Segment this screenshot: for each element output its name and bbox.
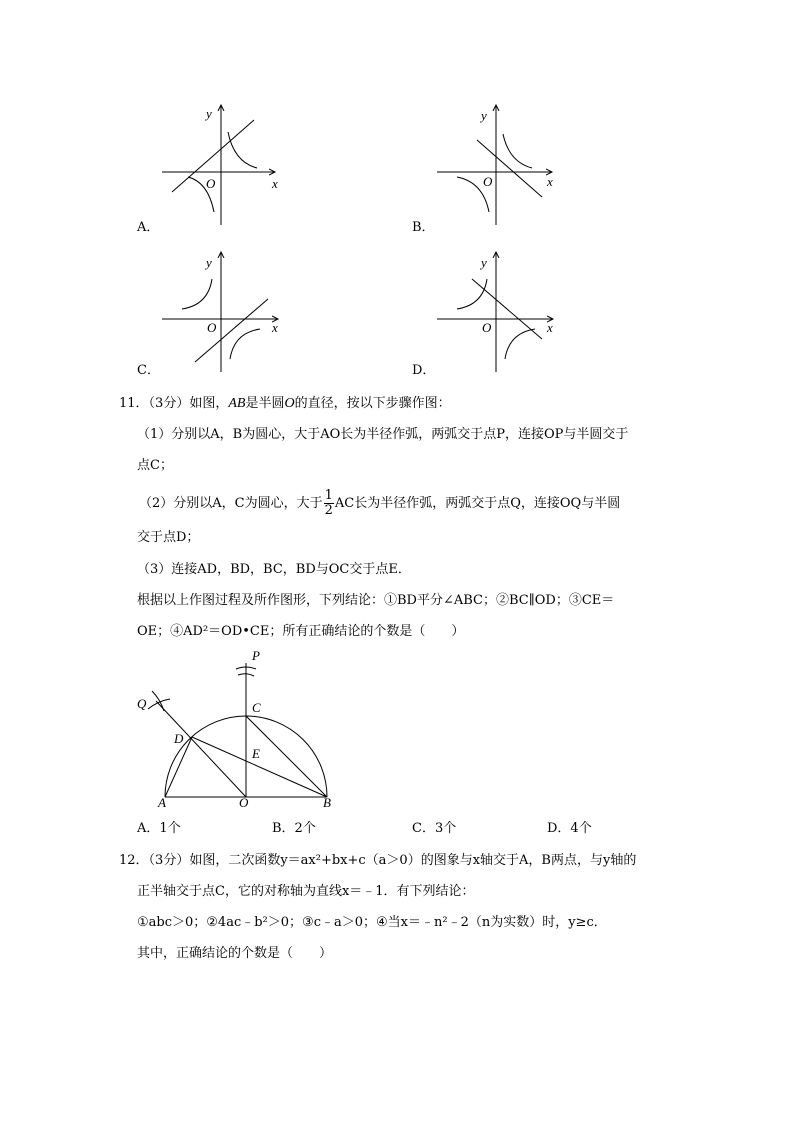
question-12-line4: 其中，正确结论的个数是（ ） xyxy=(137,946,333,961)
point-b-label: B xyxy=(323,795,331,810)
stem-ab: AB xyxy=(228,396,246,411)
point-q-label: Q xyxy=(137,696,147,711)
point-d-label: D xyxy=(174,731,184,746)
origin-label: O xyxy=(483,174,493,189)
semicircle-svg xyxy=(130,645,350,815)
axis-y-label: y xyxy=(481,255,487,270)
graph-c-svg xyxy=(150,247,300,382)
fraction-half xyxy=(324,489,334,518)
graph-curve-q4 xyxy=(230,329,260,359)
option-graph-a xyxy=(150,100,300,235)
stem-text: 如图， xyxy=(189,396,229,411)
question-12-line1 xyxy=(119,853,636,869)
point-a-label: A xyxy=(158,795,166,810)
question-number: 12． xyxy=(119,853,149,868)
point-o-label: O xyxy=(239,795,249,810)
graph-curve-q1 xyxy=(503,134,532,168)
question-11-stem xyxy=(119,396,451,412)
graph-curve-q2 xyxy=(182,279,212,309)
point-c-label: C xyxy=(252,700,261,715)
option-graph-b xyxy=(425,100,575,235)
axis-x-label: x xyxy=(547,174,553,189)
axis-x-label: x xyxy=(547,320,553,335)
q11-conclusion-line2: OE；④AD²＝OD•CE；所有正确结论的个数是（ ） xyxy=(137,624,465,639)
question-number: 11． xyxy=(119,396,149,411)
stem-text-3: 的直径，按以下步骤作图： xyxy=(294,396,451,411)
fraction-denominator: 2 xyxy=(324,503,333,518)
q11-step1-line1: （1）分别以A，B为圆心，大于AO长为半径作弧，两弧交于点P，连接OP与半圆交于 xyxy=(137,427,629,442)
question-12-line3: ①abc＞0；②4ac﹣b²＞0；③c﹣a＞0；④当x＝﹣n²﹣2（n为实数）时，y≥c． xyxy=(137,915,607,930)
q11-step2-line2: 交于点D； xyxy=(137,530,200,545)
option-d-label: D． xyxy=(412,363,436,378)
graph-a-svg xyxy=(150,100,300,235)
graph-d-svg xyxy=(425,247,575,382)
option-b-label: B． xyxy=(412,220,435,235)
q11-choice-a: A．1个 xyxy=(137,821,181,836)
option-graph-d xyxy=(425,247,575,382)
q11-step2-line1 xyxy=(139,489,620,518)
q12-line1-text: 如图，二次函数y＝ax²+bx+c（a＞0）的图象与x轴交于A，B两点，与y轴的 xyxy=(189,853,637,868)
axis-x-label: x xyxy=(272,176,278,191)
q11-step1-line2: 点C； xyxy=(137,458,173,473)
q11-choice-d: D．4个 xyxy=(547,821,592,836)
point-p-label: P xyxy=(252,648,260,663)
axis-y-label: y xyxy=(206,255,212,270)
graph-curve-q1 xyxy=(228,132,257,168)
fraction-numerator: 1 xyxy=(324,488,333,503)
stem-text-2: 是半圆 xyxy=(245,396,285,411)
option-c-label: C． xyxy=(137,363,160,378)
point-e-label: E xyxy=(252,746,260,761)
origin-label: O xyxy=(206,176,216,191)
axis-y-label: y xyxy=(481,108,487,123)
line-oq xyxy=(156,701,246,797)
axis-y-label: y xyxy=(206,106,212,121)
axis-x-label: x xyxy=(272,320,278,335)
q11-figure xyxy=(130,645,350,815)
step2-pre: （2）分别以A，C为圆心，大于 xyxy=(139,496,323,511)
option-graph-c xyxy=(150,247,300,382)
option-a-label: A． xyxy=(137,220,160,235)
question-12-line2: 正半轴交于点C，它的对称轴为直线x＝﹣1．有下列结论： xyxy=(137,884,475,899)
q11-step3: （3）连接AD，BD，BC，BD与OC交于点E． xyxy=(137,562,411,577)
question-score: （3分） xyxy=(148,853,190,868)
question-score: （3分） xyxy=(148,396,190,411)
origin-label: O xyxy=(207,320,217,335)
stem-o: O xyxy=(284,396,295,411)
q11-choice-b: B．2个 xyxy=(272,821,316,836)
q11-choice-c: C．3个 xyxy=(412,821,457,836)
graph-curve-q2 xyxy=(457,279,487,309)
origin-label: O xyxy=(482,320,492,335)
step2-post: AC长为半径作弧，两弧交于点Q，连接OQ与半圆 xyxy=(334,496,621,511)
graph-b-svg xyxy=(425,100,575,235)
q11-conclusion-line1: 根据以上作图过程及所作图形，下列结论：①BD平分∠ABC；②BC∥OD；③CE＝ xyxy=(137,593,615,608)
graph-curve-q4 xyxy=(505,329,535,359)
